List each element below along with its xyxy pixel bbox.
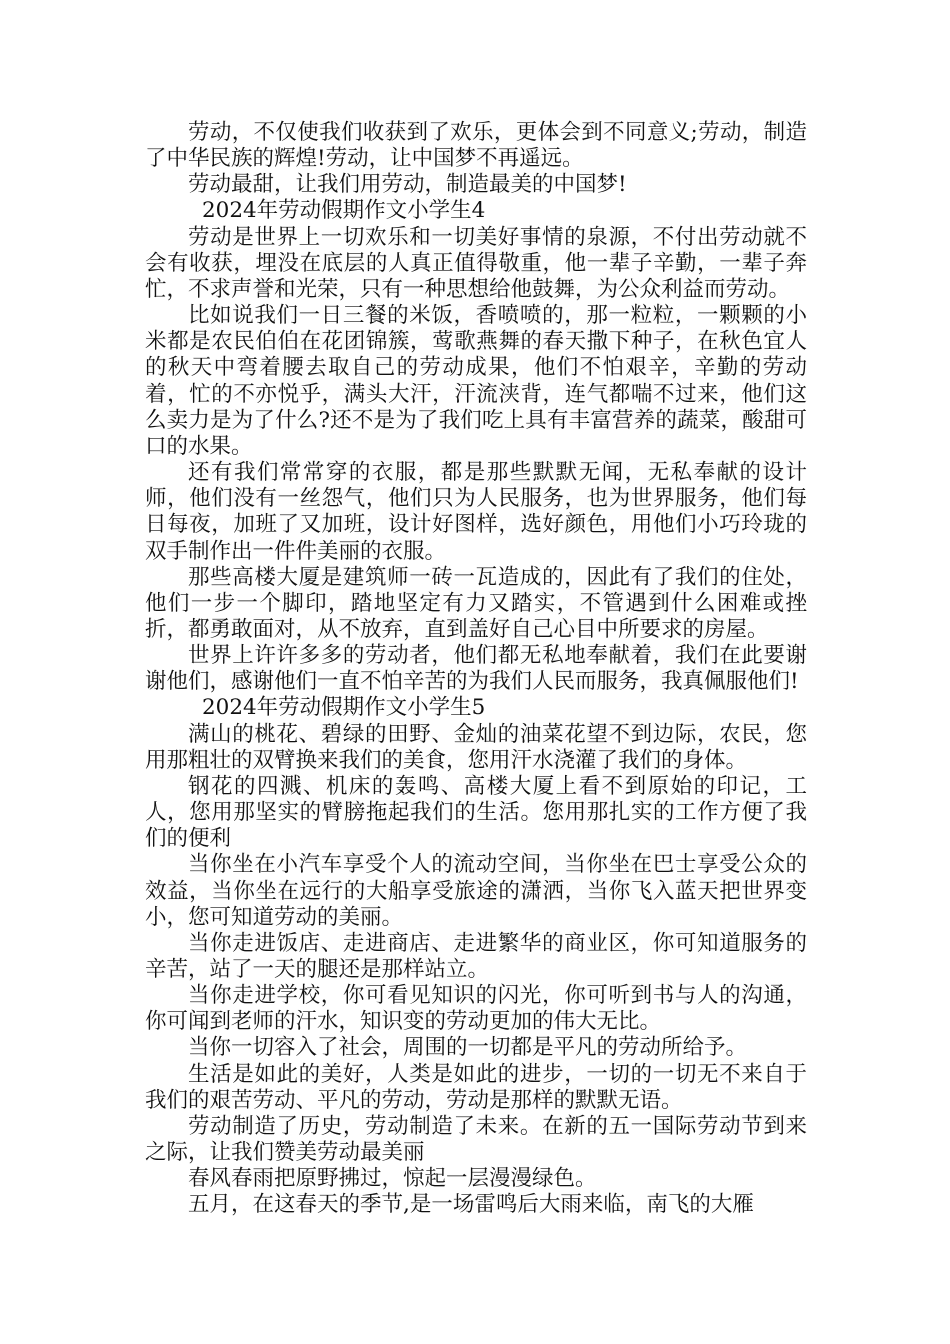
paragraph: 满山的桃花、碧绿的田野、金灿的油菜花望不到边际，农民，您用那粗壮的双臂换来我们的美食，您用汗水浇灌了我们的身体。 [145, 721, 807, 773]
section-heading: 2024年劳动假期作文小学生4 [201, 198, 486, 224]
paragraph: 还有我们常常穿的衣服，都是那些默默无闻，无私奉献的设计师，他们没有一丝怨气，他们只为人民服务，也为世界服务，他们每日每夜，加班了又加班，设计好图样，选好颜色，用他们小巧玲珑的双手制作出一件件美丽的衣服。 [145, 460, 807, 564]
paragraph: 世界上许许多多的劳动者，他们都无私地奉献着，我们在此要谢谢他们，感谢他们一直不怕辛苦的为我们人民而服务，我真佩服他们! [145, 643, 807, 695]
paragraph: 当你一切容入了社会，周围的一切都是平凡的劳动所给予。 [188, 1035, 748, 1061]
paragraph: 比如说我们一日三餐的米饭，香喷喷的，那一粒粒，一颗颗的小米都是农民伯伯在花团锦簇，莺歌燕舞的春天撒下种子，在秋色宜人的秋天中弯着腰去取自己的劳动成果，他们不怕艰辛，辛勤的劳动着，忙的不亦悦乎，满头大汗，汗流浃背，连气都喘不过来，他们这么卖力是为了什么?还不是为了我们吃上具有丰富营养的蔬菜，酸甜可口的水果。 [145, 303, 807, 459]
paragraph: 春风春雨把原野拂过，惊起一层漫漫绿色。 [188, 1166, 597, 1192]
paragraph: 劳动是世界上一切欢乐和一切美好事情的泉源，不付出劳动就不会有收获，埋没在底层的人真正值得敬重，他一辈子辛勤，一辈子奔忙，不求声誉和光荣，只有一种思想给他鼓舞，为公众利益而劳动。 [145, 224, 807, 302]
paragraph: 当你坐在小汽车享受个人的流动空间，当你坐在巴士享受公众的效益，当你坐在远行的大船享受旅途的潇洒，当你飞入蓝天把世界变小，您可知道劳动的美丽。 [145, 852, 807, 930]
section-heading: 2024年劳动假期作文小学生5 [201, 695, 486, 721]
paragraph: 生活是如此的美好，人类是如此的进步，一切的一切无不来自于我们的艰苦劳动、平凡的劳动，劳动是那样的默默无语。 [145, 1061, 807, 1113]
paragraph: 钢花的四溅、机床的轰鸣、高楼大厦上看不到原始的印记，工人，您用那坚实的臂膀拖起我们的生活。您用那扎实的工作方便了我们的便利 [145, 773, 807, 852]
document-body [145, 120, 807, 1219]
paragraph: 那些高楼大厦是建筑师一砖一瓦造成的，因此有了我们的住处，他们一步一个脚印，踏地坚定有力又踏实，不管遇到什么困难或挫折，都勇敢面对，从不放弃，直到盖好自己心目中所要求的房屋。 [145, 564, 807, 642]
paragraph: 劳动，不仅使我们收获到了欢乐，更体会到不同意义;劳动，制造了中华民族的辉煌!劳动，让中国梦不再遥远。 [145, 120, 807, 172]
paragraph: 当你走进学校，你可看见知识的闪光，你可听到书与人的沟通，你可闻到老师的汗水，知识变的劳动更加的伟大无比。 [145, 983, 807, 1035]
paragraph: 劳动制造了历史，劳动制造了未来。在新的五一国际劳动节到来之际，让我们赞美劳动最美丽 [145, 1113, 807, 1166]
paragraph: 劳动最甜，让我们用劳动，制造最美的中国梦! [188, 172, 627, 198]
paragraph: 当你走进饭店、走进商店、走进繁华的商业区，你可知道服务的辛苦，站了一天的腿还是那样站立。 [145, 930, 807, 982]
paragraph: 五月，在这春天的季节,是一场雷鸣后大雨来临，南飞的大雁 [188, 1192, 754, 1218]
